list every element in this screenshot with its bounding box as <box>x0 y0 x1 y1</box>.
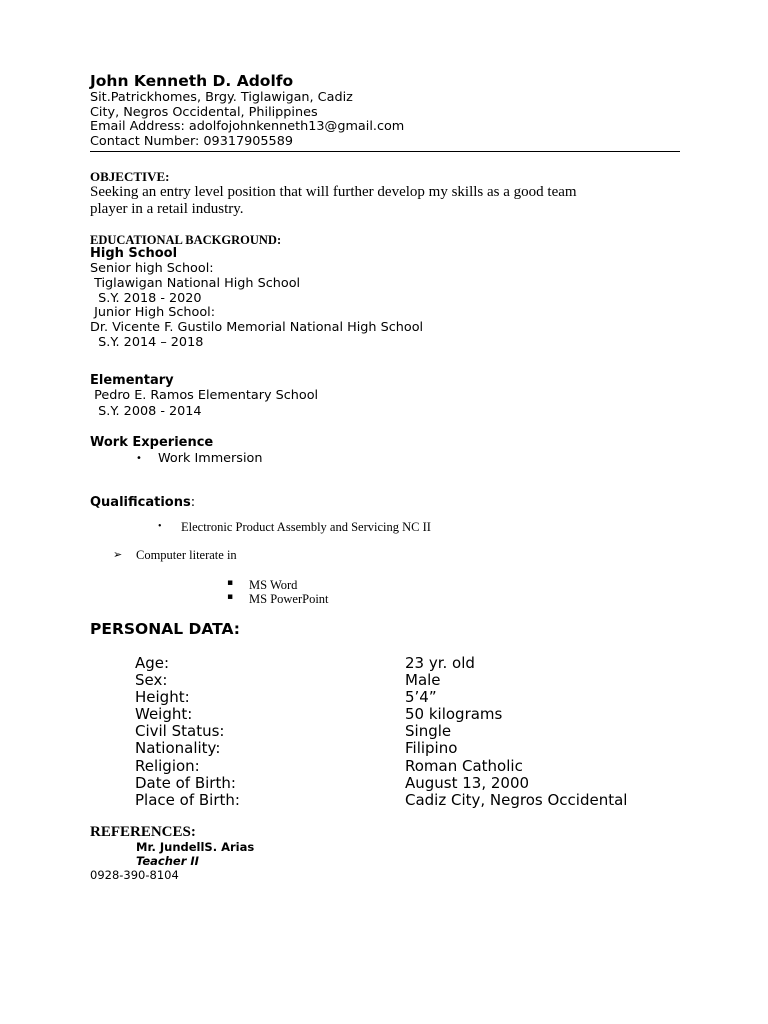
work-item-immersion: Work Immersion <box>158 451 263 466</box>
senior-high-school: Tiglawigan National High School <box>90 276 301 291</box>
objective-line-1: Seeking an entry level position that will further develop my skills as a good team <box>90 184 577 200</box>
personal-label-age: Age: <box>135 654 170 672</box>
elementary-school: Pedro E. Ramos Elementary School <box>90 388 319 403</box>
personal-label-nationality: Nationality: <box>135 739 221 757</box>
email-address: Email Address: adolfojohnkenneth13@gmail.com <box>90 119 405 135</box>
qualifications-heading <box>90 495 195 510</box>
personal-label-civil-status: Civil Status: <box>135 722 225 740</box>
applicant-name: John Kenneth D. Adolfo <box>90 72 294 90</box>
junior-high-sy: S.Y. 2014 – 2018 <box>90 335 204 350</box>
junior-high-school: Dr. Vicente F. Gustilo Memorial National High School <box>90 320 424 335</box>
personal-value-nationality: Filipino <box>405 739 458 757</box>
bullet-icon: • <box>136 453 142 464</box>
skill-ms-powerpoint: MS PowerPoint <box>249 592 329 606</box>
skill-ms-word: MS Word <box>249 578 298 592</box>
personal-label-date-of-birth: Date of Birth: <box>135 774 236 792</box>
personal-value-place-of-birth: Cadiz City, Negros Occidental <box>405 791 628 809</box>
high-school-heading: High School <box>90 246 178 261</box>
objective-text <box>90 184 577 218</box>
senior-high-sy: S.Y. 2018 - 2020 <box>90 291 202 306</box>
work-experience-heading: Work Experience <box>90 435 214 450</box>
education-heading: EDUCATIONAL BACKGROUND: <box>90 233 282 247</box>
header-divider <box>90 151 680 152</box>
personal-label-height: Height: <box>135 688 190 706</box>
personal-label-place-of-birth: Place of Birth: <box>135 791 240 809</box>
senior-high-label: Senior high School: <box>90 261 214 276</box>
personal-value-civil-status: Single <box>405 722 452 740</box>
elementary-sy: S.Y. 2008 - 2014 <box>90 404 202 419</box>
personal-value-religion: Roman Catholic <box>405 757 523 775</box>
qualification-computer-literate: Computer literate in <box>136 548 237 562</box>
square-bullet-icon: ▪ <box>227 578 234 588</box>
square-bullet-icon: ▪ <box>227 592 234 602</box>
reference-phone: 0928-390-8104 <box>90 868 179 882</box>
personal-value-height: 5’4” <box>405 688 437 706</box>
personal-label-religion: Religion: <box>135 757 200 775</box>
qualifications-label: Qualifications <box>90 495 191 510</box>
elementary-heading: Elementary <box>90 373 174 388</box>
personal-value-age: 23 yr. old <box>405 654 475 672</box>
personal-value-sex: Male <box>405 671 441 689</box>
personal-value-date-of-birth: August 13, 2000 <box>405 774 530 792</box>
reference-name: Mr. JundellS. Arias <box>136 840 255 854</box>
personal-label-weight: Weight: <box>135 705 193 723</box>
address-line-2: City, Negros Occidental, Philippines <box>90 104 318 120</box>
personal-value-weight: 50 kilograms <box>405 705 503 723</box>
address-line-1: Sit.Patrickhomes, Brgy. Tiglawigan, Cadiz <box>90 90 353 105</box>
contact-block <box>90 91 404 149</box>
objective-line-2: player in a retail industry. <box>90 201 244 217</box>
bullet-icon: • <box>158 521 162 532</box>
personal-data-heading: PERSONAL DATA: <box>90 620 240 638</box>
arrow-bullet-icon: ➢ <box>113 548 123 561</box>
junior-high-label: Junior High School: <box>90 305 216 320</box>
qualification-nc2: Electronic Product Assembly and Servicing NC II <box>181 520 431 534</box>
personal-label-sex: Sex: <box>135 671 168 689</box>
qualifications-colon: : <box>190 495 196 510</box>
reference-title: Teacher II <box>136 854 199 868</box>
contact-number: Contact Number: 09317905589 <box>90 133 293 149</box>
objective-heading: OBJECTIVE: <box>90 169 170 184</box>
references-heading: REFERENCES: <box>90 824 196 840</box>
